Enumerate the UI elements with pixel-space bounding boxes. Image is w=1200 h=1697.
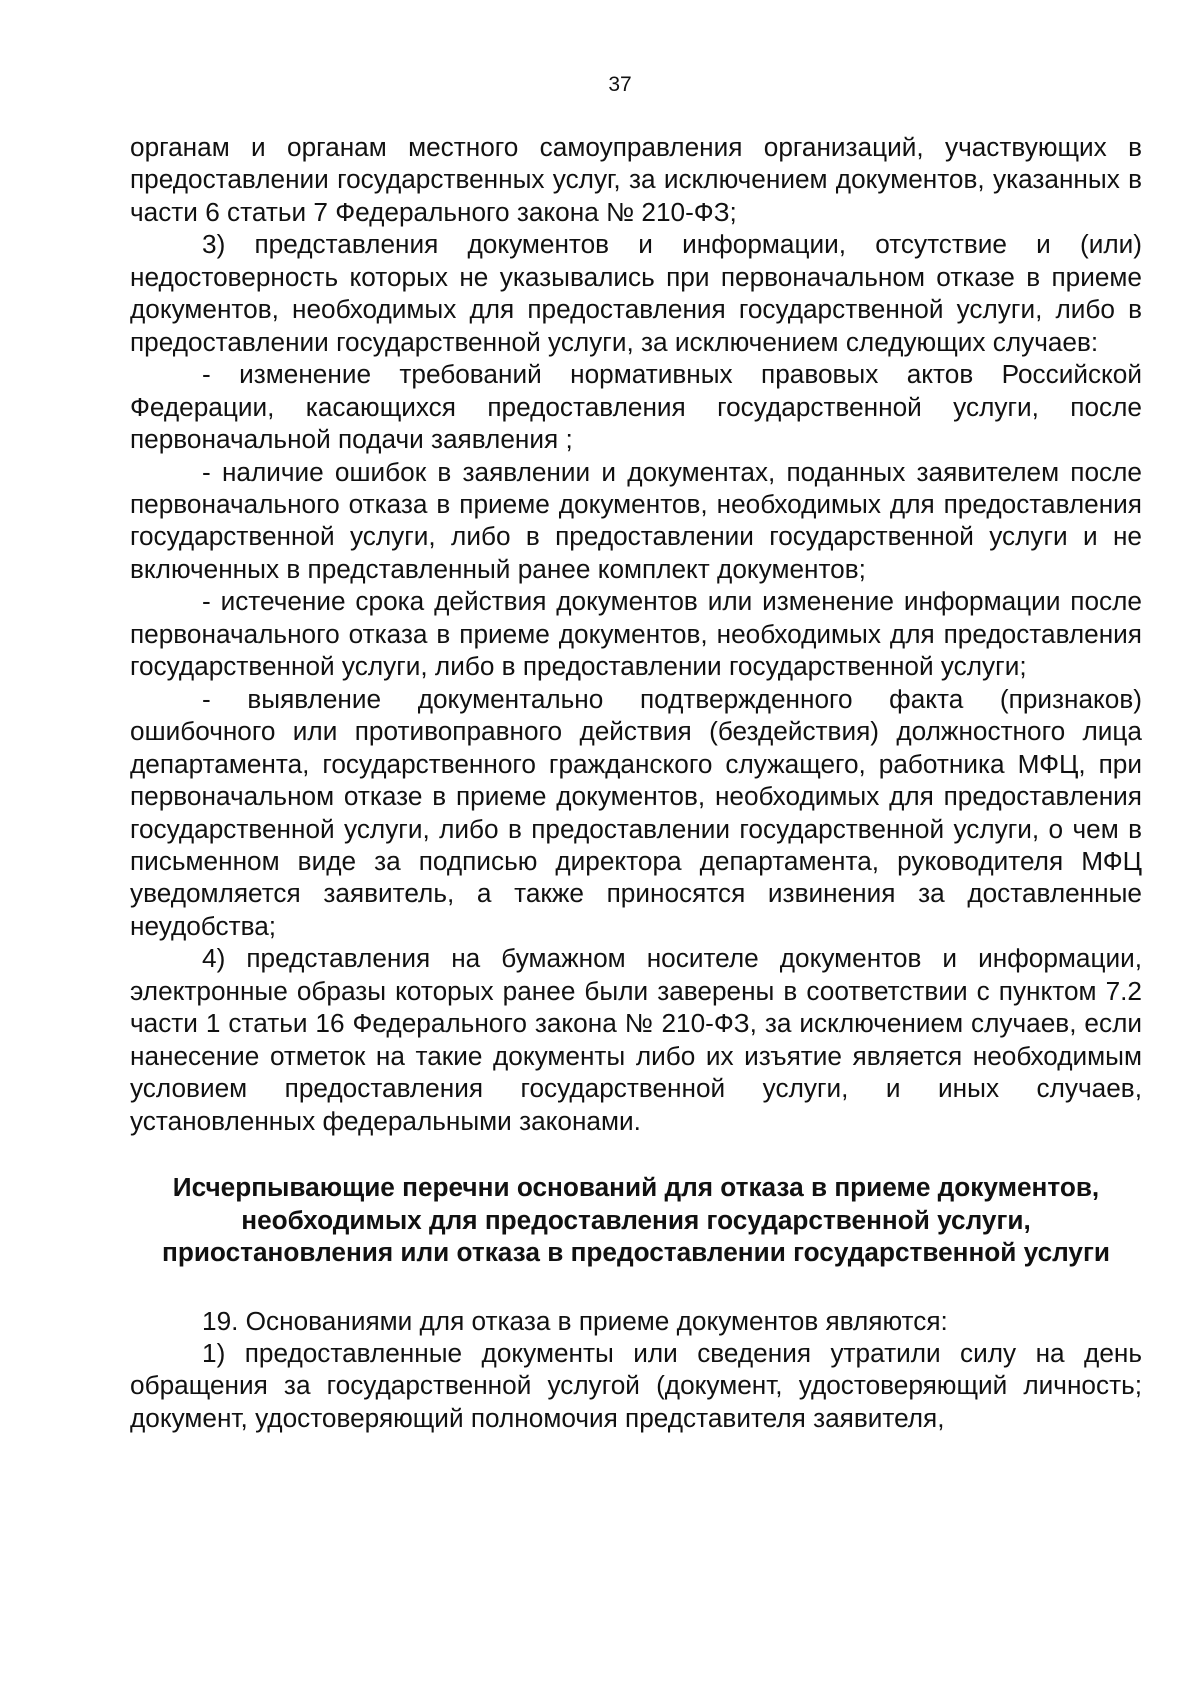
section-heading: Исчерпывающие перечни оснований для отказа в приеме документов, необходимых для предоставления государственной услуги, приостановления или отказа в предоставлении государственной услуги: [162, 1172, 1110, 1268]
paragraph-continuation: органам и органам местного самоуправления организаций, участвующих в предоставлении государственных услуг, за исключением документов, указанных в части 6 статьи 7 Федерального закона № 210-ФЗ;: [130, 132, 1142, 227]
paragraph-19: 19. Основаниями для отказа в приеме документов являются:: [202, 1305, 948, 1336]
document-body: [130, 131, 1142, 1434]
paragraph-item-1: 1) предоставленные документы или сведения утратили силу на день обращения за государственной услугой (документ, удостоверяющий личность; документ, удостоверяющий полномочия представителя заявителя,: [130, 1338, 1142, 1433]
list-item: - истечение срока действия документов или изменение информации после первоначального отказа в приеме документов, необходимых для предоставления государственной услуги, либо в предоставлении государственной услуги;: [130, 586, 1142, 682]
list-item: - выявление документально подтвержденного факта (признаков) ошибочного или противоправного действия (бездействия) должностного лица департамента, государственного гражданского служащего, работника МФЦ, при первоначальном отказе в приеме документов, необходимых для предоставления государственной услуги, либо в предоставлении государственной услуги, о чем в письменном виде за подписью директора департамента, руководителя МФЦ уведомляется заявитель, а также приносятся извинения за доставленные неудобства;: [130, 683, 1142, 941]
list-item: - изменение требований нормативных правовых актов Российской Федерации, касающихся предоставления государственной услуги, после первоначальной подачи заявления ;: [130, 359, 1142, 455]
paragraph-item-3: 3) представления документов и информации, отсутствие и (или) недостоверность которых не указывались при первоначальном отказе в приеме документов, необходимых для предоставления государственной услуги, либо в предоставлении государственной услуги, за исключением следующих случаев:: [130, 229, 1142, 357]
page-number: 37: [608, 73, 632, 96]
paragraph-item-4: 4) представления на бумажном носителе документов и информации, электронные образы которых ранее были заверены в соответствии с пунктом 7.2 части 1 статьи 16 Федерального закона № 210-ФЗ, за исключением случаев, если нанесение отметок на такие документы либо их изъятие является необходимым условием предоставления государственной услуги, и иных случаев, установленных федеральными законами.: [130, 943, 1142, 1136]
list-item: - наличие ошибок в заявлении и документах, поданных заявителем после первоначального отказа в приеме документов, необходимых для предоставления государственной услуги, либо в предоставлении государственной услуги и не включенных в представленный ранее комплект документов;: [130, 456, 1142, 584]
